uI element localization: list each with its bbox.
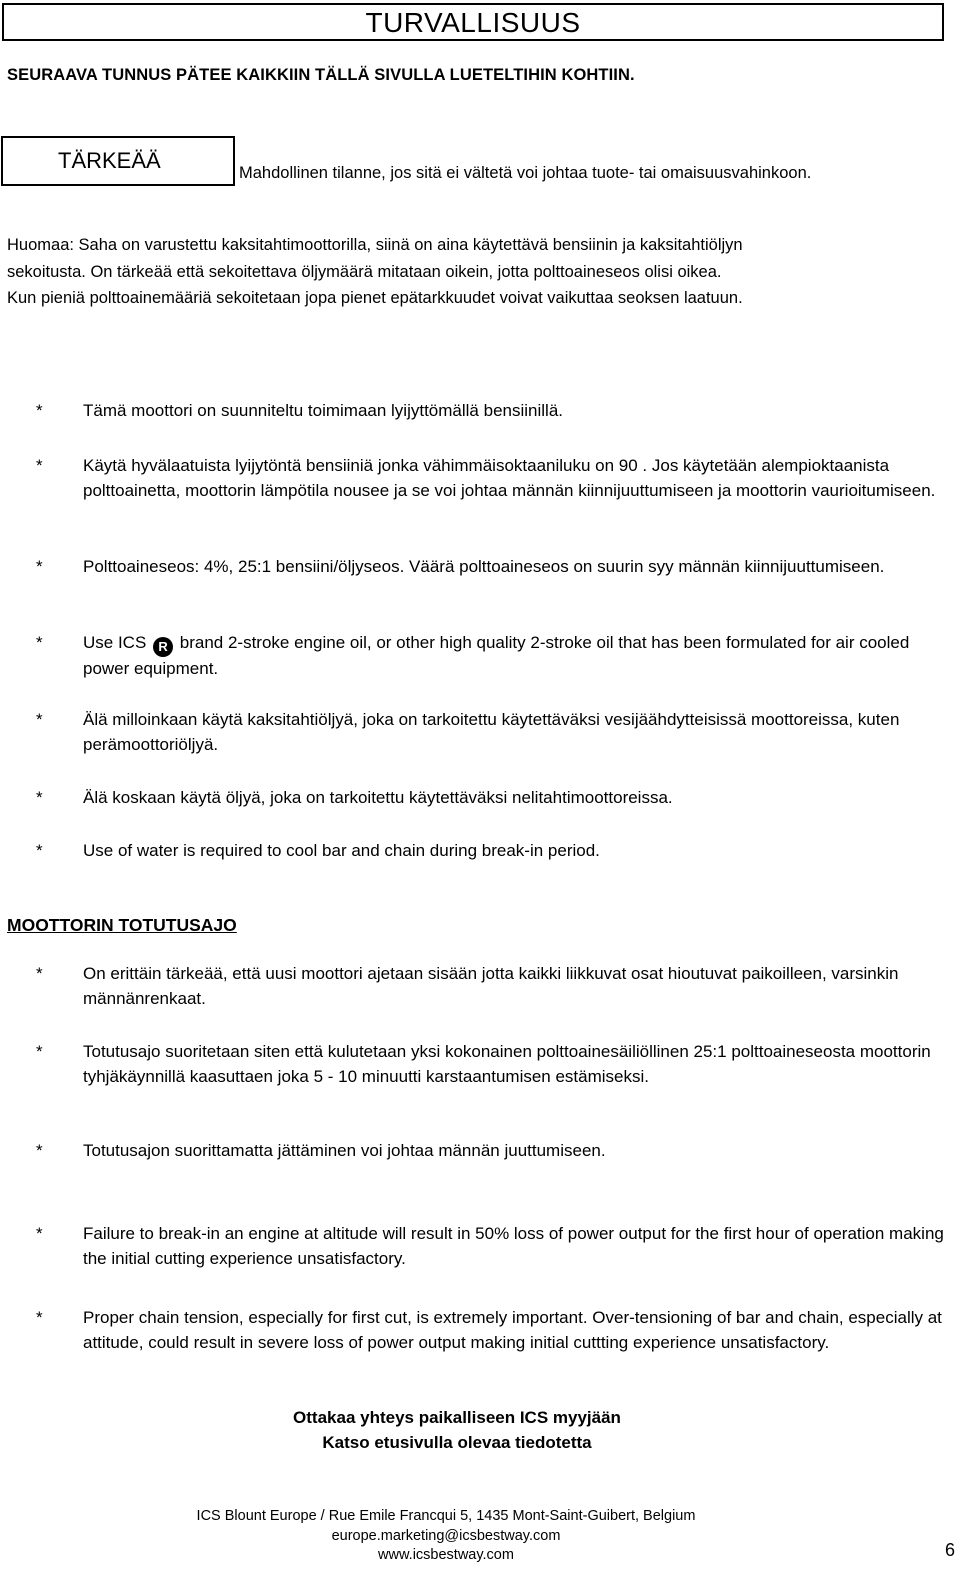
contact-dealer: [0, 1406, 960, 1455]
bullet-marker: *: [36, 1042, 43, 1061]
note-paragraph: [7, 232, 952, 312]
bullet-text: Polttoaineseos: 4%, 25:1 bensiini/öljyseos. Väärä polttoaineseos on suurin syy männän kiinnijuuttumiseen.: [83, 557, 885, 576]
bullet-text: Totutusajo suoritetaan siten että kulutetaan yksi kokonainen polttoainesäiliöllinen 25:1 polttoaineseosta moottorin tyhjäkäynnillä kaasuttaen joka 5 - 10 minuutti karstaantumisen estämiseksi.: [83, 1042, 931, 1086]
bullet-marker: *: [36, 964, 43, 983]
contact-line: Ottakaa yhteys paikalliseen ICS myyjään: [293, 1408, 621, 1427]
footer: [0, 1507, 960, 1566]
note-line: Huomaa: Saha on varustettu kaksitahtimoottorilla, siinä on aina käytettävä bensiinin ja kaksitahtiöljyn: [7, 236, 743, 254]
bullet-marker: *: [36, 557, 43, 576]
bullet-marker: *: [36, 1141, 43, 1160]
bullet-text: Proper chain tension, especially for first cut, is extremely important. Over-tensioning of bar and chain, especially at attitude, could result in severe loss of power output making initial cuttting experience unsatisfactory.: [83, 1308, 942, 1352]
bullet-marker: *: [36, 401, 43, 420]
bullet-marker: *: [36, 788, 43, 807]
bullet-text: Älä milloinkaan käytä kaksitahtiöljyä, joka on tarkoitettu käytettäväksi vesijäähdytteisissä moottoreissa, kuten perämoottoriöljyä.: [83, 710, 900, 754]
bullet-text: Tämä moottori on suunniteltu toimimaan lyijyttömällä bensiinillä.: [83, 401, 563, 420]
bullet-text: Use of water is required to cool bar and chain during break-in period.: [83, 841, 600, 860]
bullet-marker: *: [36, 456, 43, 475]
notice-text: SEURAAVA TUNNUS PÄTEE KAIKKIIN TÄLLÄ SIVULLA LUETELTIHIN KOHTIIN.: [7, 66, 635, 84]
bullet-marker: *: [36, 710, 43, 729]
footer-website[interactable]: www.icsbestway.com: [378, 1547, 514, 1563]
note-line: sekoitusta. On tärkeää että sekoitettava öljymäärä mitataan oikein, jotta polttoaineseos olisi oikea.: [7, 262, 722, 281]
bullet-marker: *: [36, 841, 43, 860]
bullet-marker: *: [36, 1224, 43, 1243]
important-label: TÄRKEÄÄ: [1, 136, 235, 186]
page-number: 6: [944, 1540, 955, 1560]
registered-trademark-icon: R: [153, 637, 173, 657]
bullet-text: Use ICS R brand 2-stroke engine oil, or other high quality 2-stroke oil that has been formulated for air cooled power equipment.: [83, 633, 910, 678]
footer-email[interactable]: europe.marketing@icsbestway.com: [331, 1527, 561, 1544]
bullet-text: Totutusajon suorittamatta jättäminen voi johtaa männän juuttumiseen.: [83, 1141, 606, 1160]
bullet-marker: *: [36, 1308, 43, 1327]
contact-line: Katso etusivulla olevaa tiedotetta: [322, 1432, 592, 1452]
bullet-text: Käytä hyvälaatuista lyijytöntä bensiiniä jonka vähimmäisoktaaniluku on 90 . Jos käytetään alempioktaanista polttoainetta, moottorin lämpötila nousee ja se voi johtaa männän kiinnijuuttumiseen ja moottorin vaurioitumiseen.: [83, 456, 936, 500]
section-heading: MOOTTORIN TOTUTUSAJO: [7, 915, 237, 935]
bullet-text: Älä koskaan käytä öljyä, joka on tarkoitettu käytettäväksi nelitahtimoottoreissa.: [83, 788, 673, 807]
page-title: TURVALLISUUS: [2, 3, 944, 41]
bullet-text: On erittäin tärkeää, että uusi moottori ajetaan sisään jotta kaikki liikkuvat osat hioutuvat paikoilleen, varsinkin männänrenkaat.: [83, 964, 899, 1008]
bullet-text: Failure to break-in an engine at altitude will result in 50% loss of power output for the first hour of operation making the initial cutting experience unsatisfactory.: [83, 1224, 944, 1268]
note-line: Kun pieniä polttoainemääriä sekoitetaan jopa pienet epätarkkuudet voivat vaikuttaa seoksen laatuun.: [7, 289, 743, 307]
important-description: Mahdollinen tilanne, jos sitä ei vältetä voi johtaa tuote- tai omaisuusvahinkoon.: [239, 164, 812, 182]
bullet-marker: *: [36, 633, 43, 652]
footer-address: ICS Blount Europe / Rue Emile Francqui 5, 1435 Mont-Saint-Guibert, Belgium: [196, 1508, 696, 1524]
